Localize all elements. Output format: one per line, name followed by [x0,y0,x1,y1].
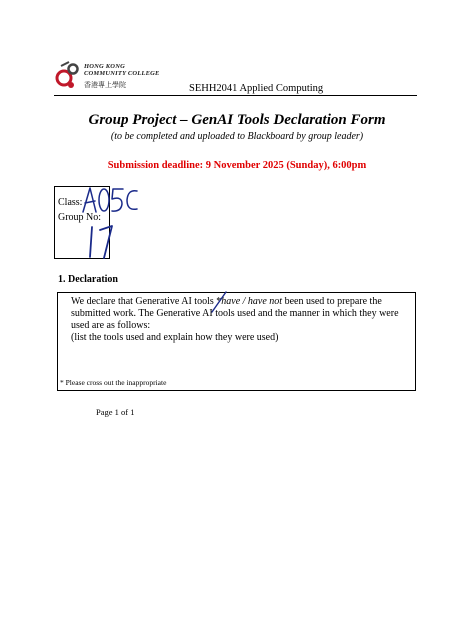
class-label: Class: [58,197,83,208]
submission-deadline: Submission deadline: 9 November 2025 (Sunday), 6:00pm [107,160,367,171]
declaration-instruction: (list the tools used and explain how they were used) [71,332,279,343]
form-subtitle: (to be completed and uploaded to Blackboard by group leader) [110,131,364,142]
logo-text: HONG KONG COMMUNITY COLLEGE [84,63,160,77]
cross-out-strike [212,292,226,312]
section-heading: 1. Declaration [58,274,118,285]
page-number: Page 1 of 1 [96,407,135,417]
option-have-not: have not [247,296,283,307]
handwritten-group-number [90,226,112,258]
handwritten-class-value [83,188,137,212]
form-title: Group Project – GenAI Tools Declaration Form [88,112,386,128]
cross-out-note: * Please cross out the inappropriate [60,378,167,387]
option-have: have [221,296,241,307]
declaration-text: We declare that Generative AI tools *have / have not been used to prepare the submitted work. The Generative AI tools used and the manner in which they were used are as follows: [71,296,399,331]
group-number-label: Group No: [58,212,102,223]
logo-chinese-text: 香港專上學院 [84,81,126,89]
course-title: SEHH2041 Applied Computing [189,83,324,94]
